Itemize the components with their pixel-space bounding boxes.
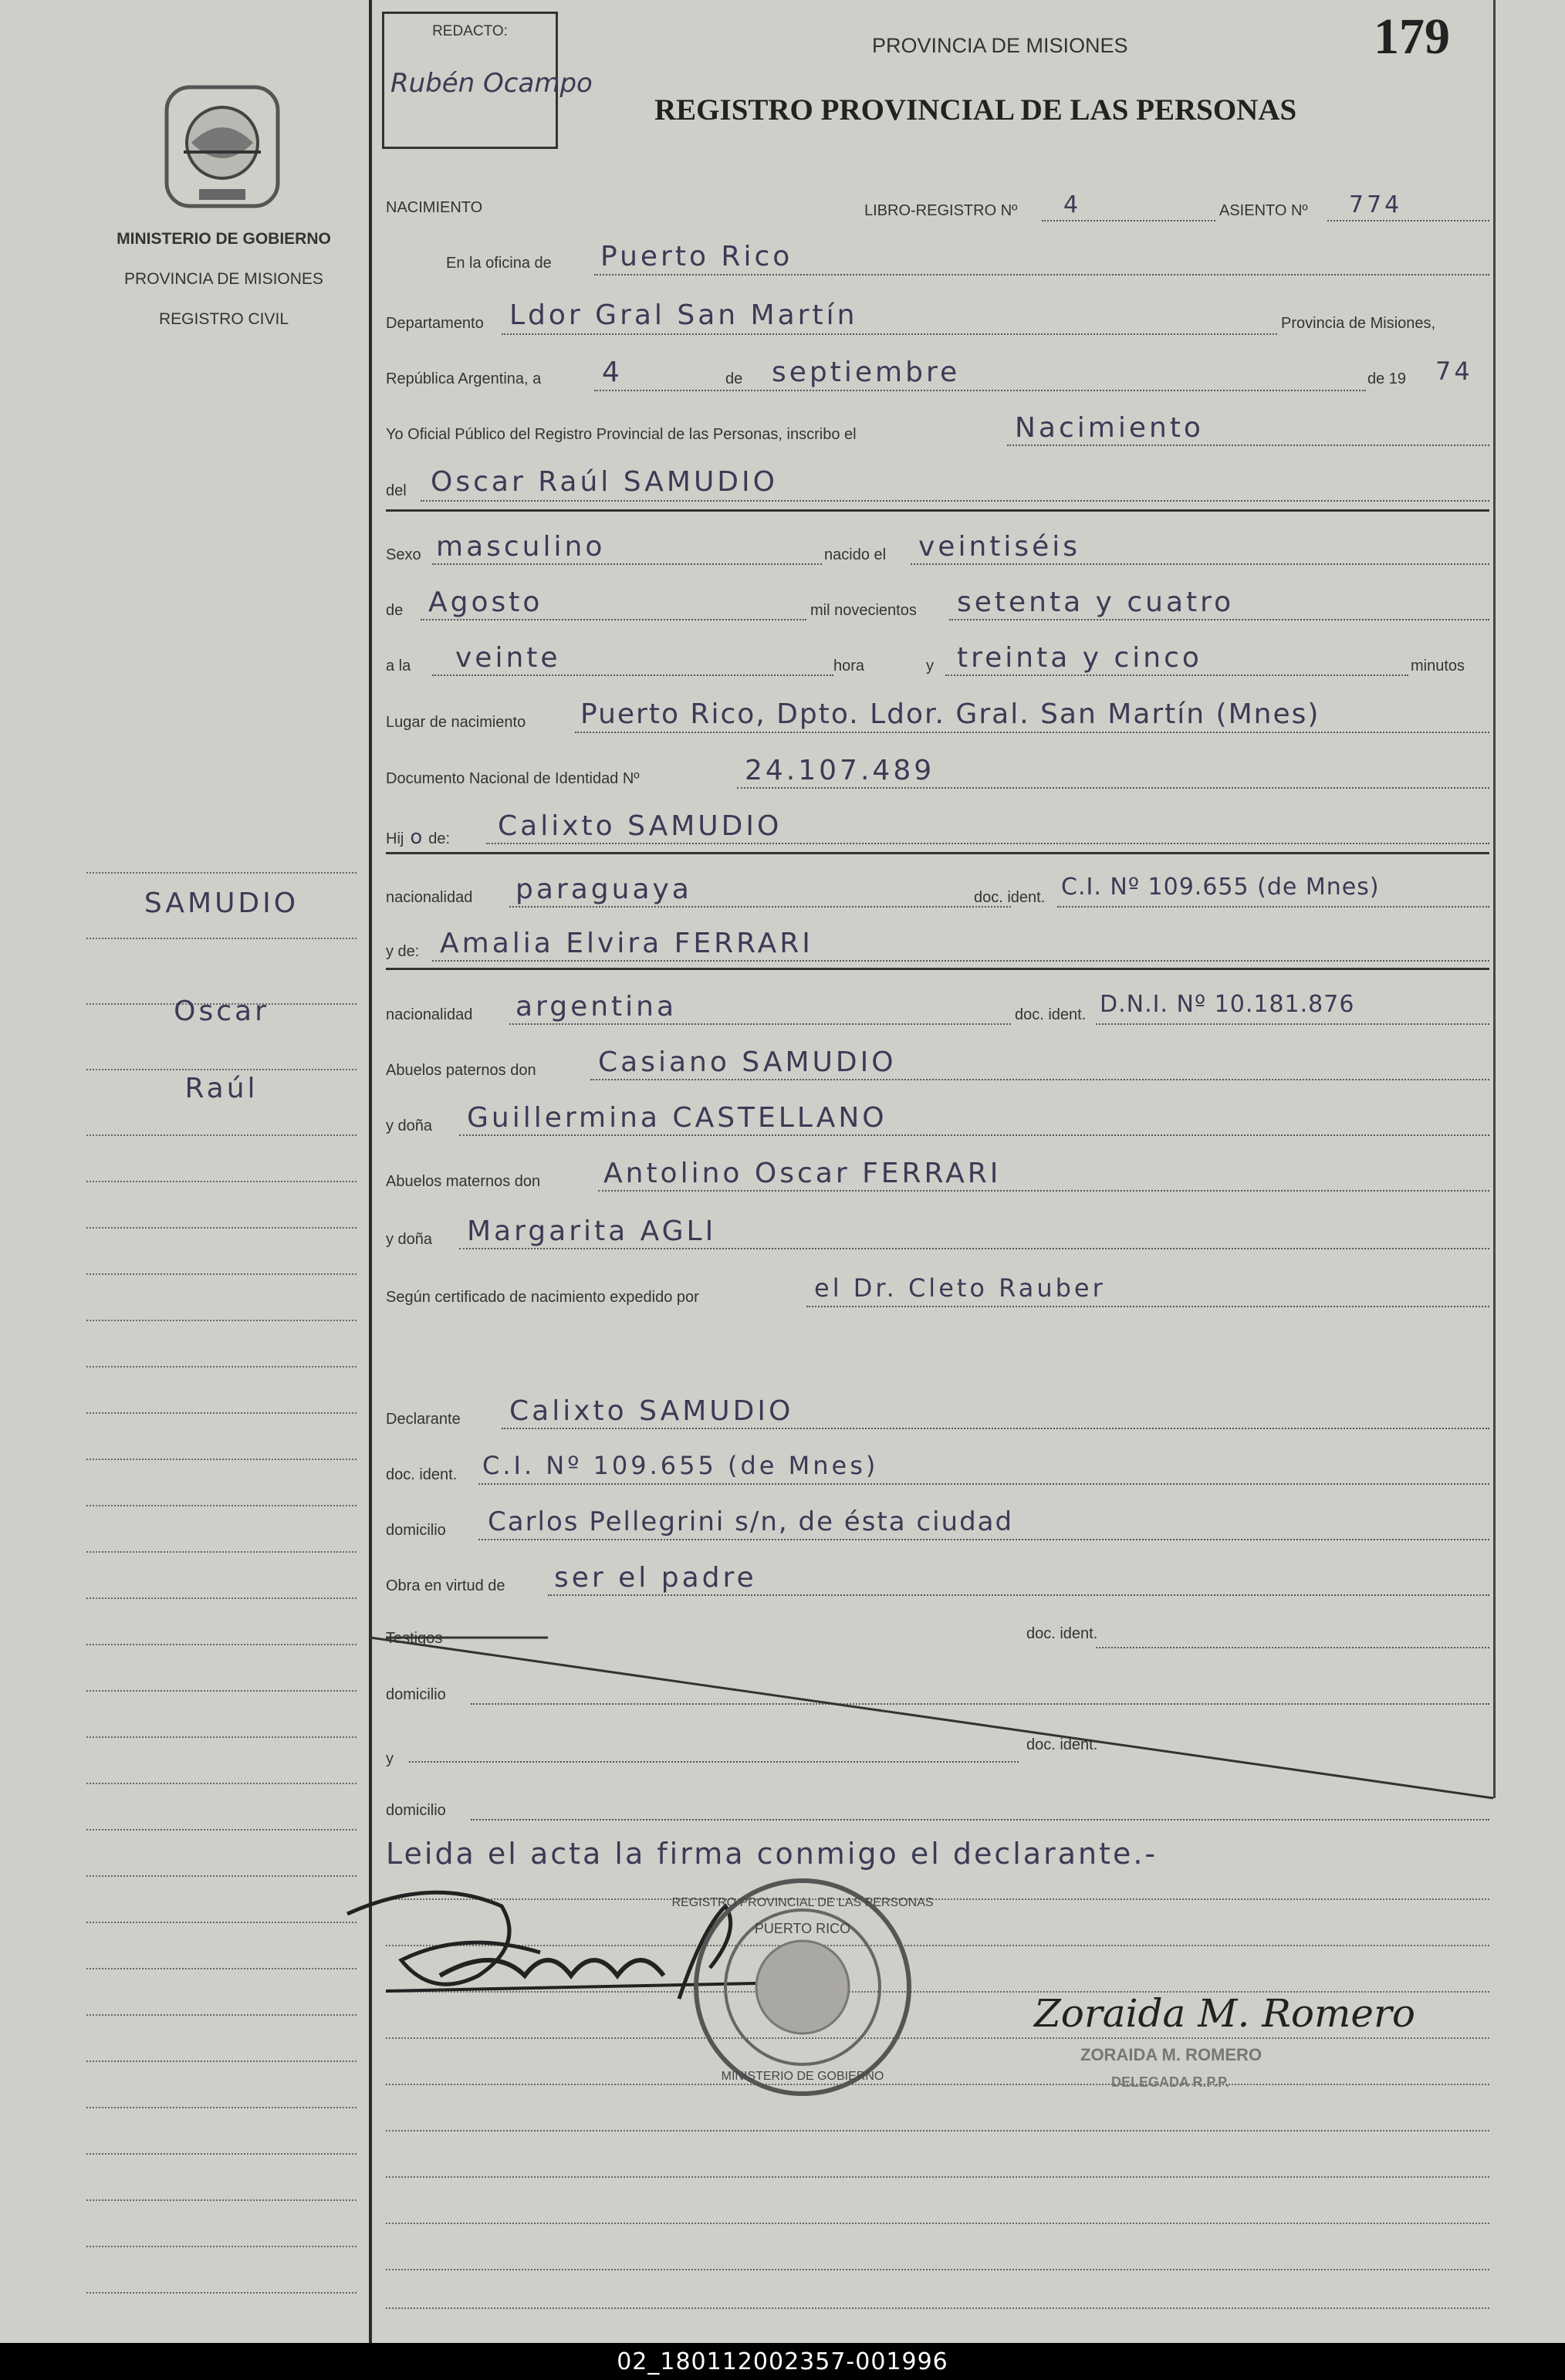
testigo-y-label: y [386,1750,394,1767]
day-value: 4 [602,357,623,388]
testigos-strike-line [370,1621,1497,1806]
seal-bottom-text: MINISTERIO DE GOBIERNO [721,2070,884,2083]
oficina-value: Puerto Rico [600,241,793,272]
nacionalidad-1-label: nacionalidad [386,889,473,906]
testigos-label: Testigos [386,1630,443,1647]
year-value: 74 [1435,357,1473,386]
asiento-value: 774 [1349,191,1403,218]
del-value: Oscar Raúl SAMUDIO [431,466,778,498]
registro-civil-label: REGISTRO CIVIL [158,310,289,328]
redacto-box [382,12,593,149]
separator-line-2 [386,852,1489,854]
declarante-doc-value: C.I. Nº 109.655 (de Mnes) [482,1451,879,1480]
testigo-1-doc-label: doc. ident. [1026,1625,1098,1642]
abuela-materna-label: y doña [386,1231,433,1248]
obra-value: ser el padre [554,1562,757,1594]
hijo-label [386,826,450,849]
oficial-label: Yo Oficial Público del Registro Provincial de las Personas, inscribo el [386,426,857,443]
y-de-label: y de: [386,943,420,960]
certificado-value: el Dr. Cleto Rauber [814,1273,1106,1303]
seal-city-text: PUERTO RICO [754,1921,851,1936]
oficial-value: Nacimiento [1015,412,1204,444]
republica-label: República Argentina, a [386,370,542,387]
doc-1-value: C.I. Nº 109.655 (de Mnes) [1061,874,1380,901]
father-value: Calixto SAMUDIO [498,810,782,842]
redacto-signature: Rubén Ocampo [390,68,593,99]
horas-label: hora [833,658,865,674]
declarante-value: Calixto SAMUDIO [509,1395,794,1427]
doc-2-label: doc. ident. [1015,1006,1087,1023]
abuelo-materno-value: Antolino Oscar FERRARI [603,1158,1002,1189]
de-label: de [725,370,743,387]
dni-label: Documento Nacional de Identidad Nº [386,770,640,787]
provincia-suffix: Provincia de Misiones, [1281,315,1436,332]
lugar-label: Lugar de nacimiento [386,714,526,731]
separator-line-3 [386,968,1489,970]
hijo-prefix: Hij [386,830,404,847]
lugar-value: Puerto Rico, Dpto. Ldor. Gral. San Martín (Mnes) [580,698,1320,730]
alas-label: a la [386,658,411,674]
domicilio-value: Carlos Pellegrini s/n, de ésta ciudad [488,1506,1014,1537]
doc-2-value: D.N.I. Nº 10.181.876 [1100,991,1355,1018]
nacionalidad-1-value: paraguaya [515,874,692,905]
oficina-label: En la oficina de [446,255,552,272]
abuela-paterna-value: Guillermina CASTELLANO [467,1102,887,1134]
minutos-value: treinta y cinco [957,642,1202,674]
registry-title: REGISTRO PROVINCIAL DE LAS PERSONAS [654,93,1297,127]
departamento-label: Departamento [386,315,484,332]
redacto-label: REDACTO: [432,23,508,39]
libro-label: LIBRO-REGISTRO Nº [864,202,1018,219]
horas-y: y [926,658,934,674]
de2-value: Agosto [428,587,543,618]
abuela-paterna-label: y doña [386,1117,433,1134]
declarante-label: Declarante [386,1411,461,1428]
obra-label: Obra en virtud de [386,1577,505,1594]
mother-value: Amalia Elvira FERRARI [440,928,813,959]
abuelo-paterno-value: Casiano SAMUDIO [598,1046,897,1078]
registry-seal-icon [671,1875,934,2099]
mil-label: mil novecientos [810,602,917,619]
nacido-value: veintiséis [918,531,1081,563]
seal-ring-text: REGISTRO PROVINCIAL DE LAS PERSONAS [671,1896,934,1909]
del-label: del [386,482,407,499]
alas-value: veinte [455,642,561,674]
officer-stamp-name: ZORAIDA M. ROMERO [1080,2045,1262,2064]
minutos-label: minutos [1411,658,1465,674]
abuelos-maternos-label: Abuelos maternos don [386,1173,541,1190]
departamento-value: Ldor Gral San Martín [509,299,858,331]
province-title: PROVINCIA DE MISIONES [872,34,1128,57]
margin-name-2: Raúl [184,1073,259,1104]
separator-line-1 [386,509,1489,512]
nacionalidad-2-value: argentina [515,991,678,1023]
libro-value: 4 [1063,191,1082,218]
de2-label: de [386,602,404,619]
testigo-2-doc-label: doc. ident. [1026,1736,1098,1753]
testigo-2-domicilio-label: domicilio [386,1802,446,1819]
year-label: de 19 [1367,370,1407,387]
certificado-label: Según certificado de nacimiento expedido por [386,1289,699,1306]
hijo-gender: o [410,826,423,849]
testigo-1-domicilio-label: domicilio [386,1686,446,1703]
sexo-label: Sexo [386,546,421,563]
provincial-seal-icon [161,81,284,212]
domicilio-label: domicilio [386,1522,446,1539]
ministry-label: MINISTERIO DE GOBIERNO [117,230,331,248]
right-border [1493,0,1496,1798]
image-caption: 02_180112002357-001996 [0,2343,1565,2380]
declarante-doc-label: doc. ident. [386,1466,458,1483]
doc-1-label: doc. ident. [974,889,1046,906]
abuela-materna-value: Margarita AGLI [467,1215,717,1247]
sexo-value: masculino [436,531,606,563]
act-type-label: NACIMIENTO [386,199,483,216]
asiento-label: ASIENTO Nº [1219,202,1308,219]
officer-signature: Zoraida M. Romero [1034,1991,1415,2036]
mil-value: setenta y cuatro [957,587,1235,618]
hijo-suffix: de: [428,830,451,847]
nacionalidad-2-label: nacionalidad [386,1006,473,1023]
dni-value: 24.107.489 [745,755,935,786]
margin-name-1: Oscar [174,996,269,1027]
month-value: septiembre [772,357,961,388]
officer-stamp-role: DELEGADA R.P.P. [1111,2074,1229,2090]
page-number: 179 [1374,8,1450,65]
province-label: PROVINCIA DE MISIONES [124,270,323,288]
abuelos-paternos-label: Abuelos paternos don [386,1062,536,1079]
closing-text: Leida el acta la firma conmigo el declarante.- [386,1837,1158,1871]
margin-surname: SAMUDIO [144,887,299,919]
nacido-label: nacido el [824,546,887,563]
